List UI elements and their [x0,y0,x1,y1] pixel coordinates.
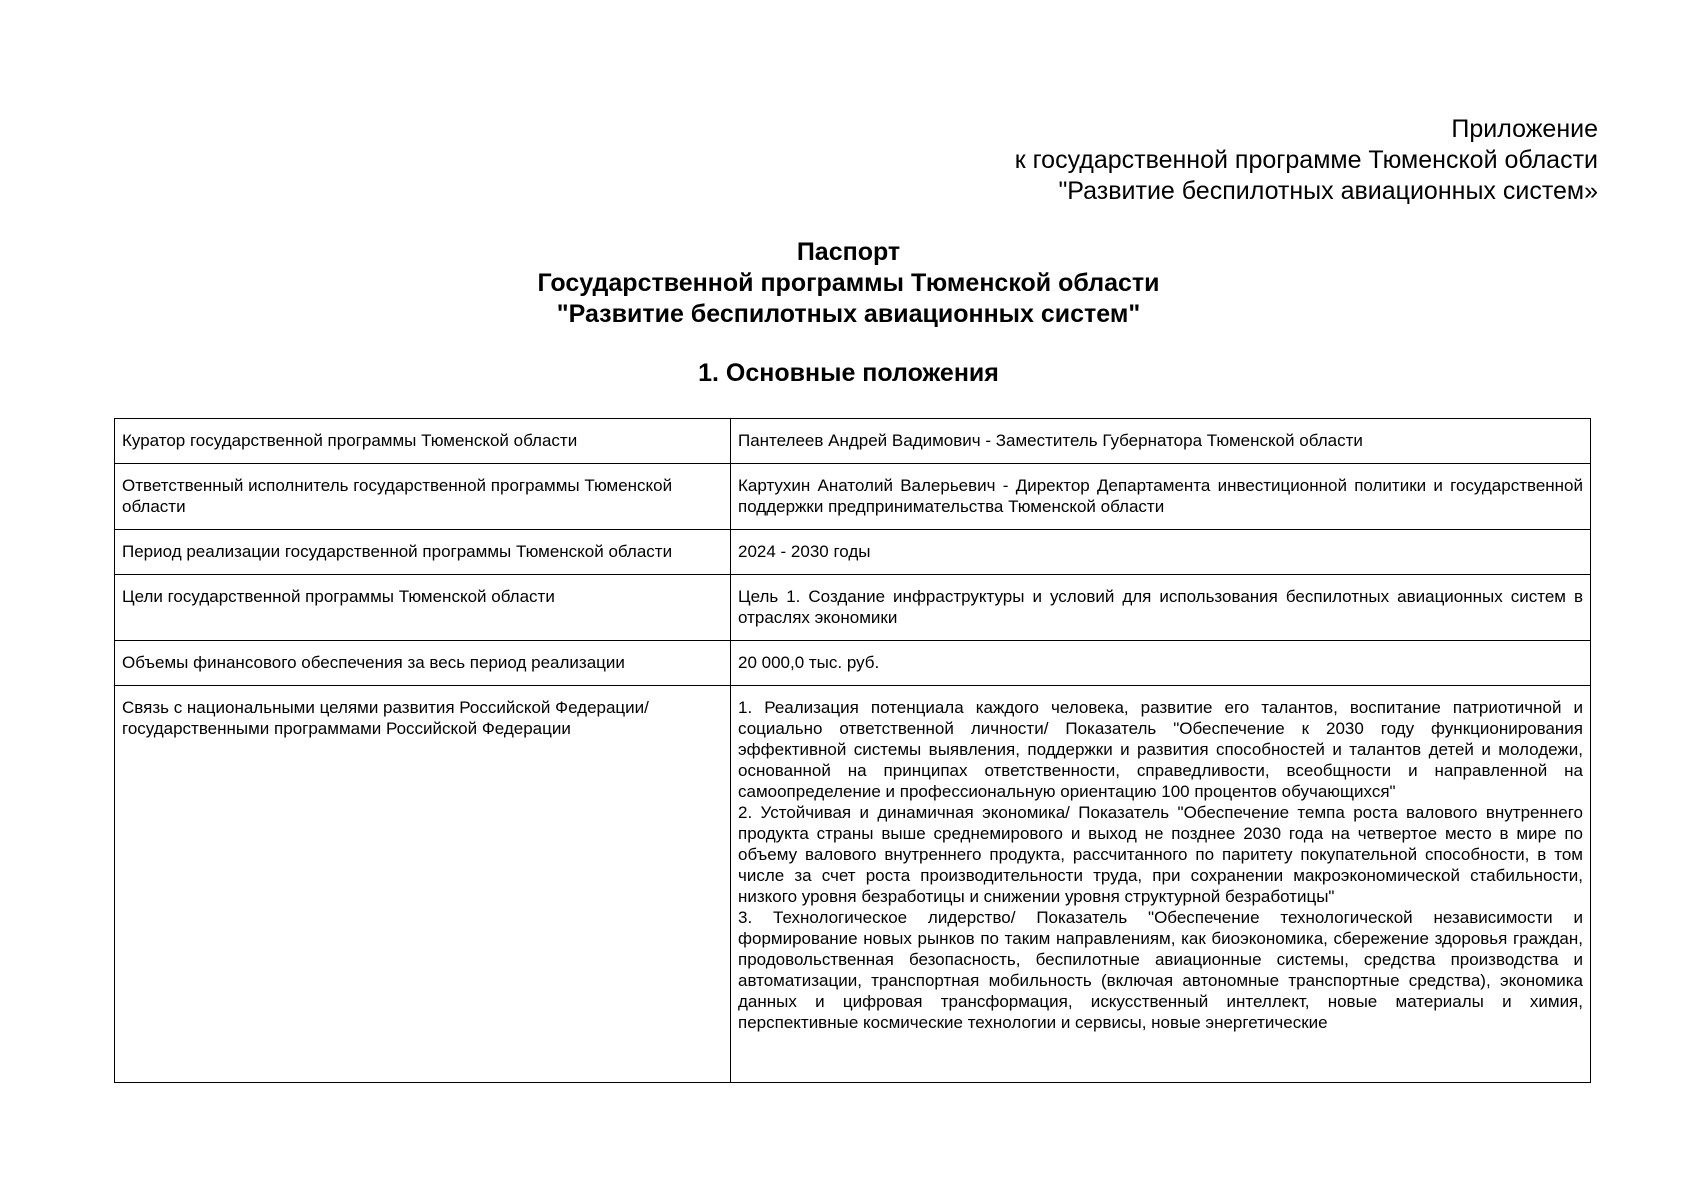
row-label: Ответственный исполнитель государственной программы Тюменской области [115,464,731,530]
row-label: Связь с национальными целями развития Российской Федерации/ государственными программами Российской Федерации [115,686,731,1083]
appendix-header [1015,114,1598,207]
row-label: Объемы финансового обеспечения за весь период реализации [115,641,731,686]
passport-title-line-2: Государственной программы Тюменской области [537,269,1160,297]
national-goals-text [738,697,1583,1073]
appendix-line-1: Приложение [1451,115,1598,143]
row-value [731,686,1591,1083]
row-value: Цель 1. Создание инфраструктуры и условий для использования беспилотных авиационных систем в отраслях экономики [731,575,1591,641]
table-row-curator [115,419,1591,464]
table-row-responsible-executor [115,464,1591,530]
passport-title [0,237,1697,330]
row-value: 2024 - 2030 годы [731,530,1591,575]
national-goal-paragraph-2: 2. Устойчивая и динамичная экономика/ Показатель "Обеспечение темпа роста валового внутреннего продукта страны выше среднемирового и выход не позднее 2030 года на четвертое место в мире по объему валового внутреннего продукта, рассчитанного по паритету покупательной способности, в том числе за счет роста производительности труда, при сохранении макроэкономической стабильности, низкого уровня безработицы и снижении уровня структурной безработицы" [738,803,1583,906]
national-goal-paragraph-3: 3. Технологическое лидерство/ Показатель "Обеспечение технологической независимости и формирование новых рынков по таким направлениям, как биоэкономика, сбережение здоровья граждан, продовольственная безопасность, беспилотные авиационные системы, средства производства и автоматизации, транспортная мобильность (включая автономные транспортные средства), экономика данных и цифровая трансформация, искусственный интеллект, новые материалы и химия, перспективные космические технологии и сервисы, новые энергетические [738,908,1583,1032]
row-value: Пантелеев Андрей Вадимович - Заместитель Губернатора Тюменской области [731,419,1591,464]
table-row-period [115,530,1591,575]
table-row-funding [115,641,1591,686]
appendix-line-2: к государственной программе Тюменской области [1014,146,1598,174]
row-label: Цели государственной программы Тюменской области [115,575,731,641]
table-row-national-goals [115,686,1591,1083]
passport-table [114,418,1591,1083]
row-value: 20 000,0 тыс. руб. [731,641,1591,686]
section-title: 1. Основные положения [698,359,999,387]
passport-title-line-3: "Развитие беспилотных авиационных систем" [556,300,1141,328]
appendix-line-3: "Развитие беспилотных авиационных систем» [1058,177,1598,205]
row-value: Картухин Анатолий Валерьевич - Директор Департамента инвестиционной политики и государственной поддержки предпринимательства Тюменской области [731,464,1591,530]
passport-title-line-1: Паспорт [796,238,901,266]
row-label: Куратор государственной программы Тюменской области [115,419,731,464]
national-goal-paragraph-1: 1. Реализация потенциала каждого человека, развитие его талантов, воспитание патриотичной и социально ответственной личности/ Показатель "Обеспечение к 2030 году функционирования эффективной системы выявления, поддержки и развития способностей и талантов детей и молодежи, основанной на принципах ответственности, справедливости, всеобщности и направленной на самоопределение и профессиональную ориентацию 100 процентов обучающихся" [738,698,1583,801]
row-label: Период реализации государственной программы Тюменской области [115,530,731,575]
table-row-goals [115,575,1591,641]
